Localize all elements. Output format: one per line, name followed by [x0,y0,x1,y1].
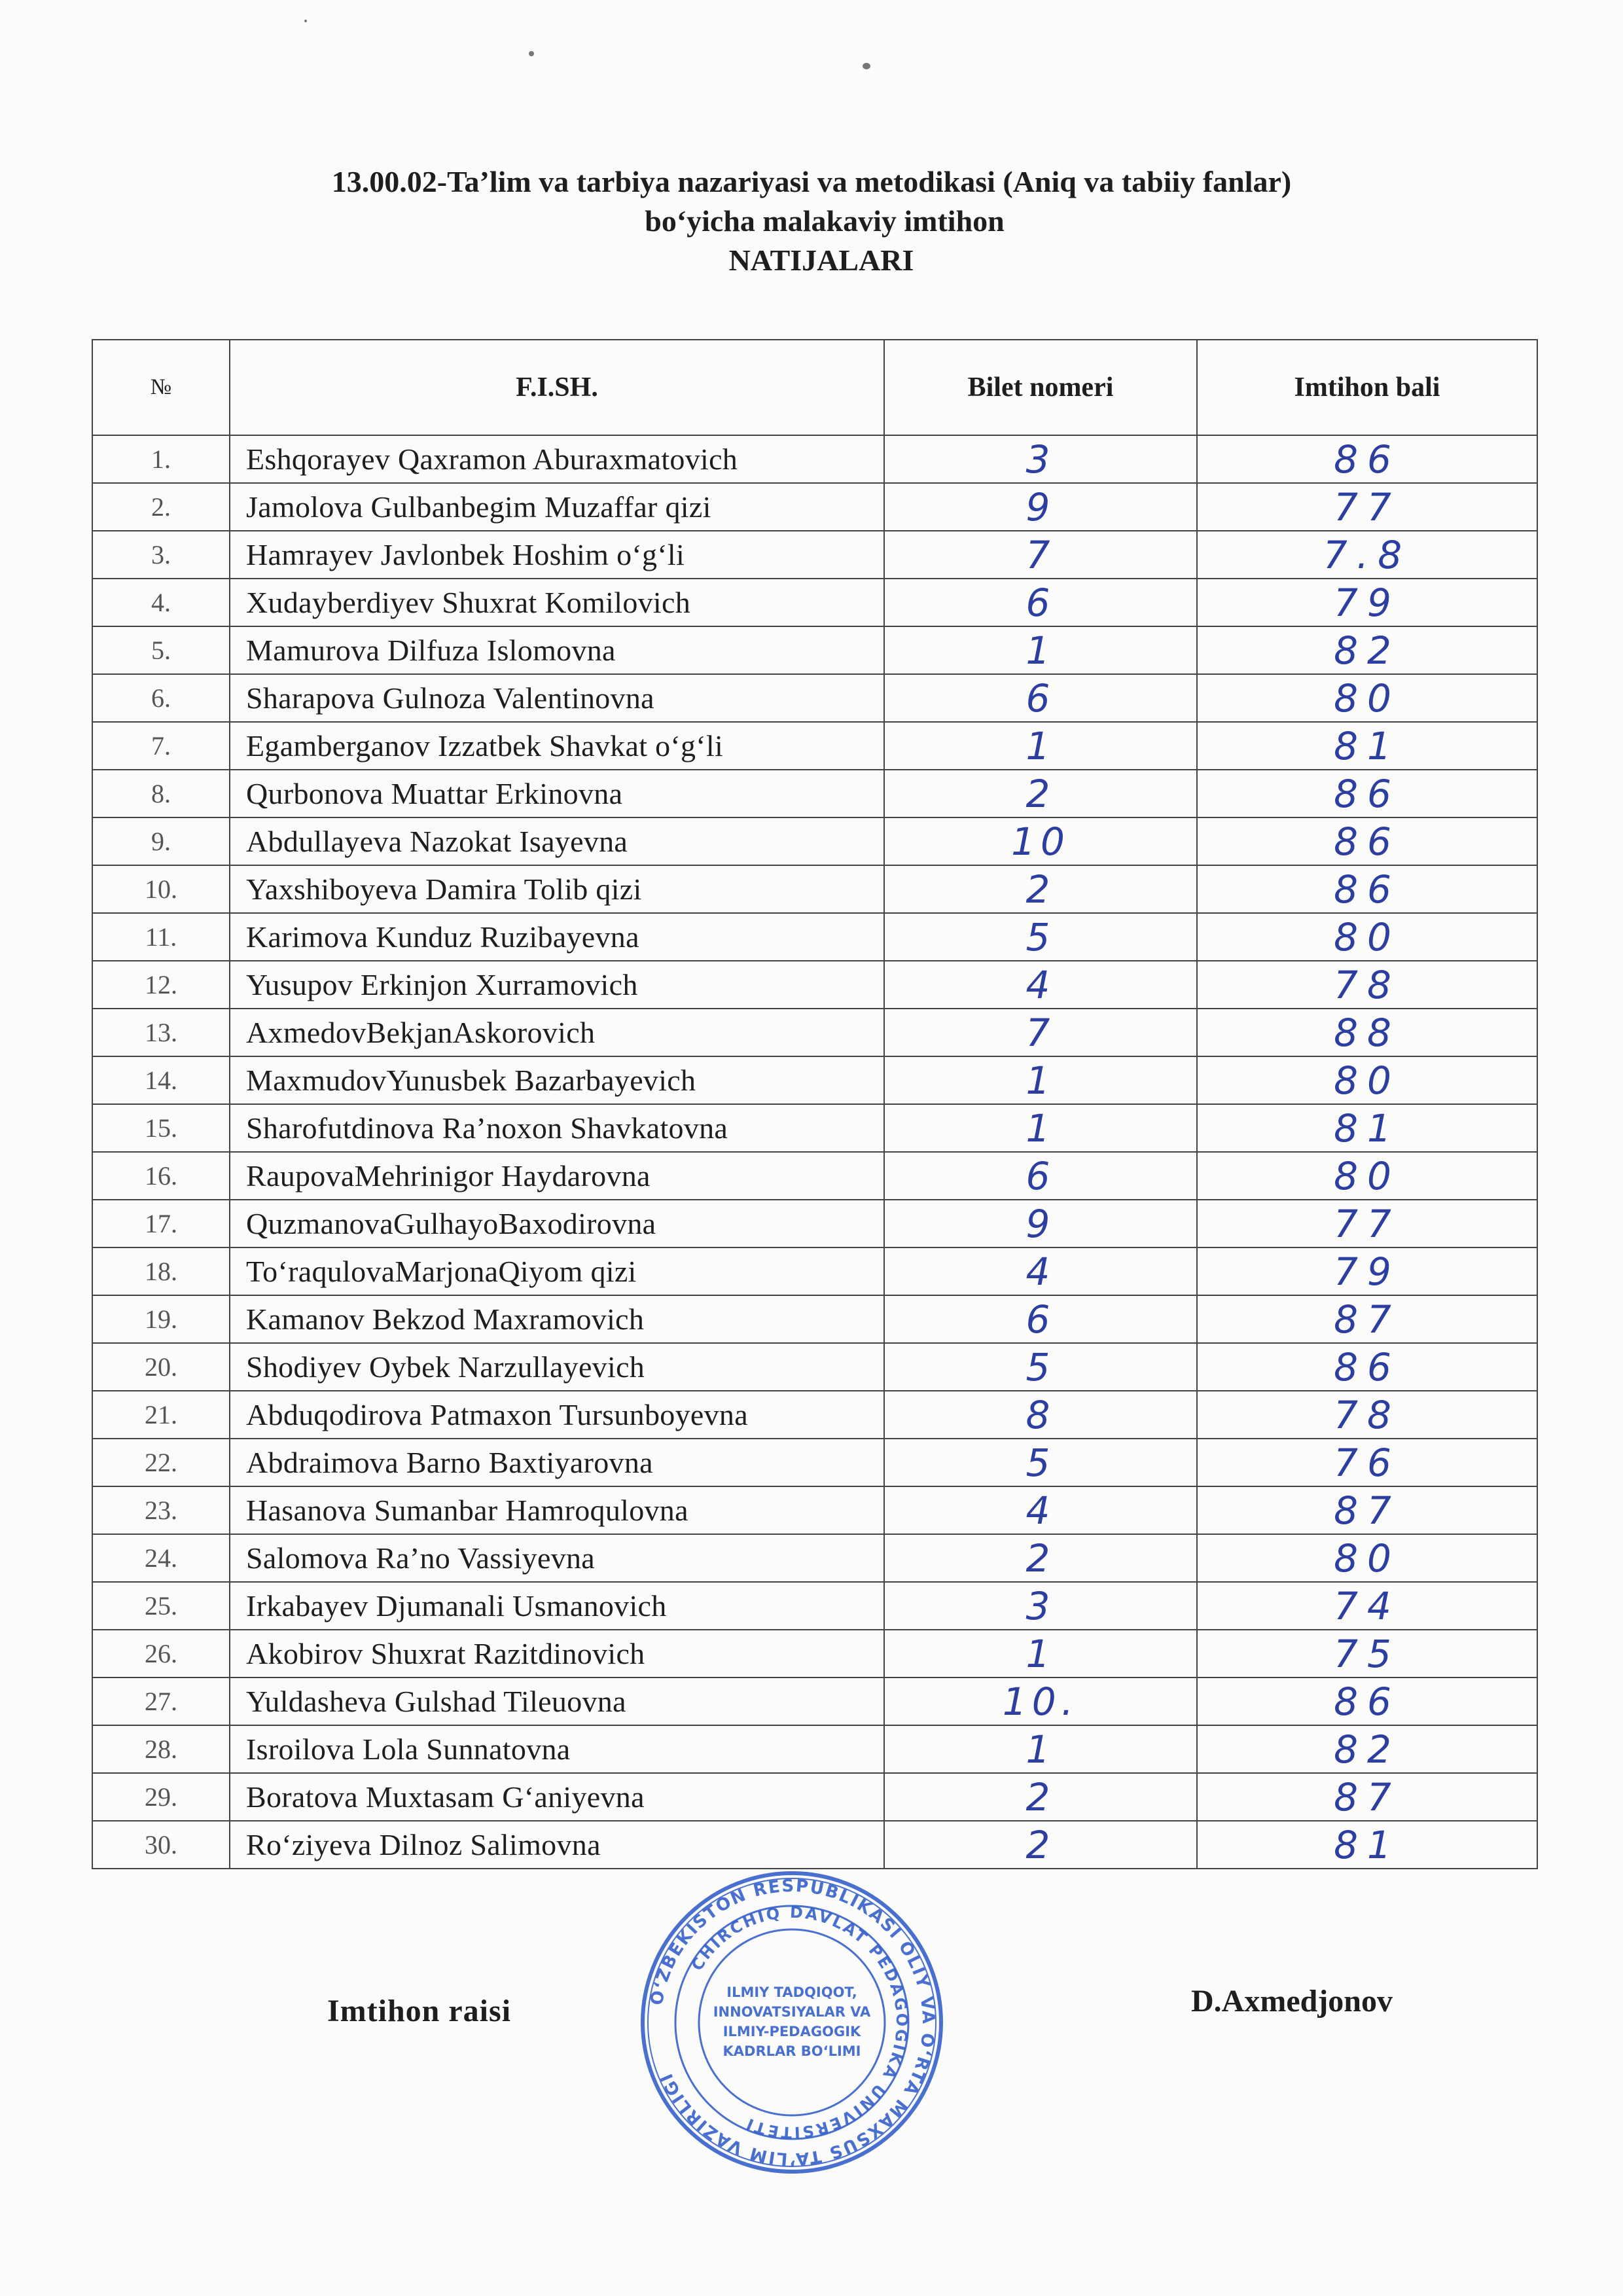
student-name: Abduqodirova Patmaxon Tursunboyevna [230,1391,884,1439]
ticket-number: 7 [884,1009,1197,1056]
ticket-number: 1 [884,1056,1197,1104]
exam-score: 77 [1197,483,1537,531]
table-row [92,531,1537,579]
ticket-number: 6 [884,579,1197,626]
table-row [92,1247,1537,1295]
exam-score: 82 [1197,1725,1537,1773]
row-number: 28. [92,1725,230,1773]
row-number: 14. [92,1056,230,1104]
column-header-ticket: Bilet nomeri [884,340,1197,435]
table-body [92,435,1537,1869]
table-row [92,1534,1537,1582]
exam-score: 80 [1197,674,1537,722]
row-number: 30. [92,1821,230,1869]
exam-score: 87 [1197,1773,1537,1821]
header-title-line: 13.00.02-Ta’lim va tarbiya nazariyasi va metodikasi (Aniq va tabiiy fanlar) [331,165,1292,198]
stamp-inner-ring-text: CHIRCHIQ DAVLAT PEDAGOGIKA UNIVERSITETI [687,1903,912,2142]
student-name: Sharapova Gulnoza Valentinovna [230,674,884,722]
stamp-center-line-2: INNOVATSIYALAR VA [713,2004,871,2020]
student-name: Boratova Muxtasam G‘aniyevna [230,1773,884,1821]
table-row [92,770,1537,817]
student-name: Abdraimova Barno Baxtiyarovna [230,1439,884,1486]
row-number: 24. [92,1534,230,1582]
table-row [92,1439,1537,1486]
document-header [0,162,1623,280]
ticket-number: 7 [884,531,1197,579]
ticket-number: 6 [884,674,1197,722]
column-header-name: F.I.SH. [230,340,884,435]
student-name: Abdullayeva Nazokat Isayevna [230,817,884,865]
exam-score: 82 [1197,626,1537,674]
row-number: 22. [92,1439,230,1486]
table-row [92,961,1537,1009]
exam-score: 80 [1197,1152,1537,1200]
official-stamp [638,1869,946,2176]
row-number: 8. [92,770,230,817]
table-row [92,626,1537,674]
student-name: Sharofutdinova Ra’noxon Shavkatovna [230,1104,884,1152]
ticket-number: 2 [884,865,1197,913]
exam-score: 7.8 [1197,531,1537,579]
header-results-heading: NATIJALARI [728,243,914,277]
table-row [92,1056,1537,1104]
exam-score: 86 [1197,865,1537,913]
ticket-number: 5 [884,1439,1197,1486]
row-number: 13. [92,1009,230,1056]
exam-score: 86 [1197,1343,1537,1391]
row-number: 6. [92,674,230,722]
svg-text:CHIRCHIQ DAVLAT PEDAGOGIKA UNI [688,1903,911,2142]
student-name: Irkabayev Djumanali Usmanovich [230,1582,884,1630]
ticket-number: 1 [884,1725,1197,1773]
ticket-number: 2 [884,1773,1197,1821]
ticket-number: 3 [884,435,1197,483]
table-row [92,913,1537,961]
ticket-number: 2 [884,1821,1197,1869]
exam-score: 77 [1197,1200,1537,1247]
table-row [92,1486,1537,1534]
exam-score: 87 [1197,1486,1537,1534]
student-name: Egamberganov Izzatbek Shavkat o‘g‘li [230,722,884,770]
table-row [92,579,1537,626]
ticket-number: 3 [884,1582,1197,1630]
row-number: 17. [92,1200,230,1247]
scan-speck [529,51,534,56]
table-row [92,1200,1537,1247]
table-row [92,1295,1537,1343]
column-header-score: Imtihon bali [1197,340,1537,435]
ticket-number: 1 [884,1104,1197,1152]
exam-score: 86 [1197,435,1537,483]
row-number: 4. [92,579,230,626]
ticket-number: 10. [884,1677,1197,1725]
row-number: 11. [92,913,230,961]
exam-score: 80 [1197,1056,1537,1104]
table-row [92,1630,1537,1677]
table-row [92,817,1537,865]
stamp-center-line-4: KADRLAR BO‘LIMI [722,2043,861,2059]
row-number: 25. [92,1582,230,1630]
row-number: 20. [92,1343,230,1391]
student-name: Jamolova Gulbanbegim Muzaffar qizi [230,483,884,531]
table-header-row [92,340,1537,435]
ticket-number: 5 [884,913,1197,961]
student-name: AxmedovBekjanAskorovich [230,1009,884,1056]
ticket-number: 4 [884,1247,1197,1295]
table-row [92,435,1537,483]
exam-chair-signature-name: D.Axmedjonov [1191,1984,1393,2018]
ticket-number: 6 [884,1295,1197,1343]
student-name: Qurbonova Muattar Erkinovna [230,770,884,817]
student-name: Isroilova Lola Sunnatovna [230,1725,884,1773]
exam-score: 81 [1197,1104,1537,1152]
ticket-number: 1 [884,722,1197,770]
student-name: Hamrayev Javlonbek Hoshim o‘g‘li [230,531,884,579]
ticket-number: 9 [884,1200,1197,1247]
stamp-outer-ring-text: O‘ZBEKISTON RESPUBLIKASI OLIY VA O‘RTA MAXSUS TA’LIM VAZIRLIGI [647,1876,938,2169]
exam-score: 86 [1197,817,1537,865]
row-number: 9. [92,817,230,865]
table-row [92,483,1537,531]
exam-score: 81 [1197,722,1537,770]
row-number: 18. [92,1247,230,1295]
exam-score: 76 [1197,1439,1537,1486]
row-number: 10. [92,865,230,913]
row-number: 12. [92,961,230,1009]
exam-score: 79 [1197,1247,1537,1295]
table-row [92,1009,1537,1056]
student-name: Yuldasheva Gulshad Tileuovna [230,1677,884,1725]
student-name: To‘raqulovaMarjonaQiyom qizi [230,1247,884,1295]
table-row [92,1725,1537,1773]
exam-score: 75 [1197,1630,1537,1677]
row-number: 1. [92,435,230,483]
student-name: Ro‘ziyeva Dilnoz Salimovna [230,1821,884,1869]
exam-score: 86 [1197,1677,1537,1725]
ticket-number: 6 [884,1152,1197,1200]
scan-speck [304,20,307,22]
table-row [92,1152,1537,1200]
table-row [92,1104,1537,1152]
student-name: Akobirov Shuxrat Razitdinovich [230,1630,884,1677]
table-row [92,1343,1537,1391]
student-name: Hasanova Sumanbar Hamroqulovna [230,1486,884,1534]
student-name: Eshqorayev Qaxramon Aburaxmatovich [230,435,884,483]
row-number: 2. [92,483,230,531]
table-row [92,865,1537,913]
exam-score: 87 [1197,1295,1537,1343]
stamp-center-line-3: ILMIY-PEDAGOGIK [722,2024,861,2039]
ticket-number: 9 [884,483,1197,531]
ticket-number: 4 [884,961,1197,1009]
student-name: RaupovaMehrinigor Haydarovna [230,1152,884,1200]
student-name: MaxmudovYunusbek Bazarbayevich [230,1056,884,1104]
table-row [92,1391,1537,1439]
exam-score: 78 [1197,961,1537,1009]
scan-speck [863,63,870,69]
student-name: Karimova Kunduz Ruzibayevna [230,913,884,961]
ticket-number: 2 [884,770,1197,817]
student-name: Yaxshiboyeva Damira Tolib qizi [230,865,884,913]
exam-score: 80 [1197,913,1537,961]
table-row [92,674,1537,722]
row-number: 5. [92,626,230,674]
table-row [92,1582,1537,1630]
ticket-number: 1 [884,626,1197,674]
row-number: 23. [92,1486,230,1534]
student-name: Shodiyev Oybek Narzullayevich [230,1343,884,1391]
header-subtitle-line: bo‘yicha malakaviy imtihon [645,204,1005,238]
student-name: Kamanov Bekzod Maxramovich [230,1295,884,1343]
exam-score: 80 [1197,1534,1537,1582]
exam-score: 79 [1197,579,1537,626]
table-row [92,1821,1537,1869]
row-number: 16. [92,1152,230,1200]
ticket-number: 1 [884,1630,1197,1677]
row-number: 27. [92,1677,230,1725]
student-name: Yusupov Erkinjon Xurramovich [230,961,884,1009]
table-row [92,1677,1537,1725]
exam-chair-label: Imtihon raisi [327,1994,512,2028]
results-table [92,339,1538,1869]
student-name: Xudayberdiyev Shuxrat Komilovich [230,579,884,626]
exam-score: 74 [1197,1582,1537,1630]
ticket-number: 8 [884,1391,1197,1439]
ticket-number: 2 [884,1534,1197,1582]
ticket-number: 10 [884,817,1197,865]
student-name: Mamurova Dilfuza Islomovna [230,626,884,674]
exam-score: 78 [1197,1391,1537,1439]
row-number: 15. [92,1104,230,1152]
stamp-center-line-1: ILMIY TADQIQOT, [726,1984,857,2000]
row-number: 26. [92,1630,230,1677]
row-number: 7. [92,722,230,770]
table-row [92,1773,1537,1821]
student-name: Salomova Ra’no Vassiyevna [230,1534,884,1582]
ticket-number: 4 [884,1486,1197,1534]
exam-score: 88 [1197,1009,1537,1056]
student-name: QuzmanovaGulhayoBaxodirovna [230,1200,884,1247]
ticket-number: 5 [884,1343,1197,1391]
row-number: 3. [92,531,230,579]
table-row [92,722,1537,770]
row-number: 19. [92,1295,230,1343]
exam-score: 81 [1197,1821,1537,1869]
column-header-number: № [92,340,230,435]
row-number: 21. [92,1391,230,1439]
row-number: 29. [92,1773,230,1821]
exam-score: 86 [1197,770,1537,817]
